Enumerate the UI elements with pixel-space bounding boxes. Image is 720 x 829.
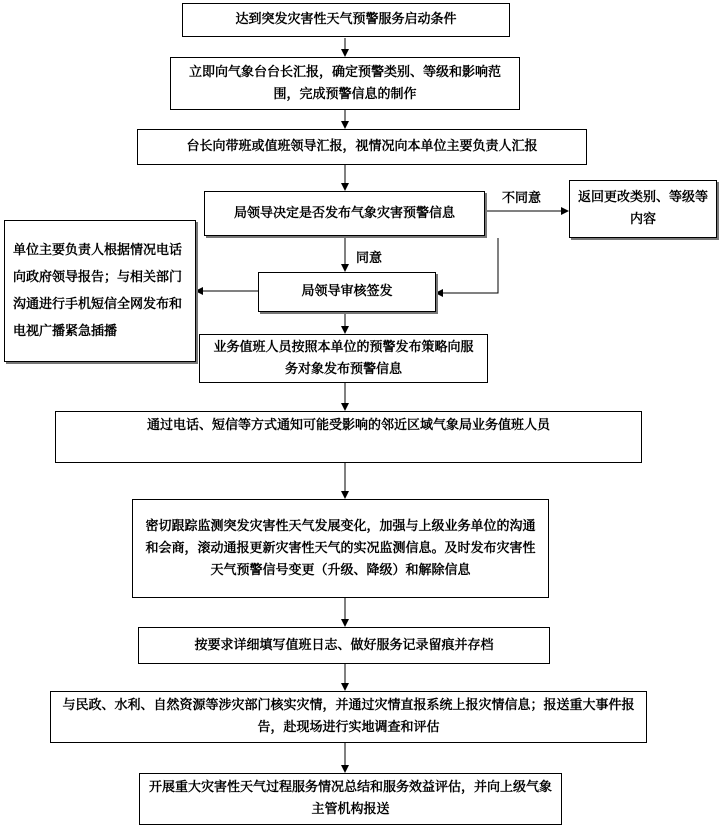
node-decision bbox=[204, 191, 485, 236]
node-gov-report-label: 单位主要负责人根据情况电话向政府领导报告；与相关部门沟通进行手机短信全网发布和电视广播紧急插播 bbox=[13, 243, 183, 339]
node-gov-report bbox=[4, 220, 196, 362]
label-disagree: 不同意 bbox=[502, 191, 542, 206]
edge-n5-n7 bbox=[436, 238, 498, 293]
node-track-monitor bbox=[132, 499, 549, 598]
node-report-director bbox=[170, 57, 520, 110]
node-duty-log bbox=[138, 627, 550, 664]
node-leader-approve-label: 局领导审核签发 bbox=[301, 284, 393, 299]
node-verify-disaster-label: 与民政、水利、自然资源等涉灾部门核实灾情，并通过灾情直报系统上报灾情信息；报送重大事件报告，赴现场进行实地调查和评估 bbox=[62, 698, 635, 735]
node-summary-evaluation bbox=[139, 773, 562, 825]
node-verify-disaster bbox=[50, 691, 647, 743]
node-report-leader bbox=[137, 129, 587, 165]
node-notify-neighbors-label: 通过电话、短信等方式通知可能受影响的邻近区域气象局业务值班人员 bbox=[146, 418, 550, 433]
node-duty-log-label: 按要求详细填写值班日志、做好服务记录留痕并存档 bbox=[194, 637, 494, 653]
label-agree: 同意 bbox=[356, 251, 383, 266]
node-notify-neighbors bbox=[55, 411, 642, 463]
node-return-modify bbox=[569, 180, 717, 238]
node-publish-warning bbox=[199, 334, 488, 383]
node-track-monitor-label: 密切跟踪监测突发灾害性天气发展变化，加强与上级业务单位的沟通和会商，滚动通报更新灾害性天气的实况监测信息。及时发布灾害性天气预警信号变更（升级、降级）和解除信息 bbox=[145, 518, 536, 578]
node-report-director-label: 立即向气象台台长汇报，确定预警类别、等级和影响范围，完成预警信息的制作 bbox=[188, 64, 501, 102]
node-decision-label: 局领导决定是否发布气象灾害预警信息 bbox=[233, 205, 455, 221]
node-return-modify-label: 返回更改类别、等级等内容 bbox=[578, 190, 709, 227]
node-summary-evaluation-label: 开展重大灾害性天气过程服务情况总结和服务效益评估，并向上级气象主管机构报送 bbox=[148, 780, 552, 817]
node-report-leader-label: 台长向带班或值班领导汇报，视情况向本单位主要负责人汇报 bbox=[186, 139, 538, 154]
node-leader-approve bbox=[258, 272, 436, 312]
node-start-condition-label: 达到突发灾害性天气预警服务启动条件 bbox=[235, 12, 457, 27]
node-publish-warning-label: 业务值班人员按照本单位的预警发布策略向服务对象发布预警信息 bbox=[213, 339, 474, 377]
node-start-condition bbox=[182, 3, 510, 37]
